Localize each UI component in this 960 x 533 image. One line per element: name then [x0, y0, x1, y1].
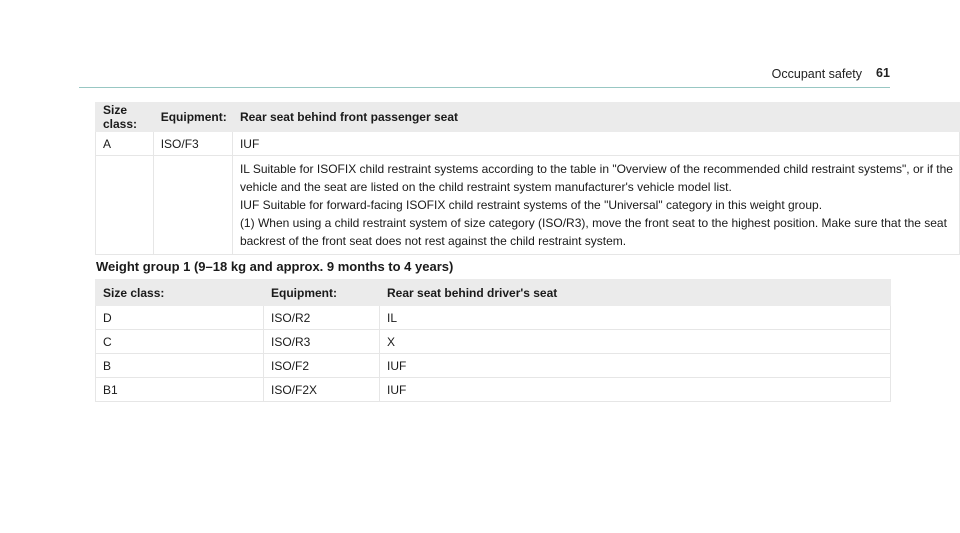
cell-seat: X	[380, 330, 891, 354]
cell-size-class: B	[96, 354, 264, 378]
note-line: vehicle and the seat are listed on the child restraint system manufacturer's vehicle model list.	[239, 180, 732, 194]
column-header-seat: Rear seat behind driver's seat	[380, 280, 891, 306]
cell-seat: IUF	[232, 132, 959, 156]
empty-cell	[96, 156, 154, 255]
cell-equipment: ISO/F3	[153, 132, 232, 156]
cell-size-class: A	[96, 132, 154, 156]
note-line: backrest of the front seat does not rest against the child restraint system.	[239, 234, 627, 248]
notes-cell	[232, 156, 959, 255]
cell-seat: IL	[380, 306, 891, 330]
table-header-row	[96, 280, 891, 306]
table-row	[96, 354, 891, 378]
empty-cell	[153, 156, 232, 255]
page-number: 61	[876, 66, 890, 80]
cell-size-class: C	[96, 330, 264, 354]
table-header-row	[96, 103, 960, 132]
note-line: IL Suitable for ISOFIX child restraint systems according to the table in "Overview of the recommended child restraint systems", or if the	[239, 162, 953, 176]
note-line: IUF Suitable for forward-facing ISOFIX child restraint systems of the "Universal" category in this weight group.	[239, 198, 823, 212]
cell-equipment: ISO/R2	[264, 306, 380, 330]
cell-size-class: D	[96, 306, 264, 330]
table-row	[96, 306, 891, 330]
column-header-equipment: Equipment:	[264, 280, 380, 306]
cell-seat: IUF	[380, 354, 891, 378]
note-line: (1) When using a child restraint system of size category (ISO/R3), move the front seat to the highest position. Make sure that the seat	[239, 216, 947, 230]
table-row	[96, 132, 960, 156]
cell-equipment: ISO/F2	[264, 354, 380, 378]
cell-equipment: ISO/R3	[264, 330, 380, 354]
section-title-header: Occupant safety	[771, 67, 862, 81]
table-row	[96, 378, 891, 402]
cell-size-class: B1	[96, 378, 264, 402]
column-header-size-class: Size class:	[96, 103, 154, 132]
column-header-seat: Rear seat behind front passenger seat	[232, 103, 959, 132]
notes-row	[96, 156, 960, 255]
cell-equipment: ISO/F2X	[264, 378, 380, 402]
table-row	[96, 330, 891, 354]
table-group-0	[95, 102, 960, 255]
column-header-equipment: Equipment:	[153, 103, 232, 132]
weight-group-heading: Weight group 1 (9–18 kg and approx. 9 months to 4 years)	[96, 259, 454, 274]
header-divider	[79, 87, 890, 88]
table-group-1	[95, 279, 891, 402]
cell-seat: IUF	[380, 378, 891, 402]
column-header-size-class: Size class:	[96, 280, 264, 306]
